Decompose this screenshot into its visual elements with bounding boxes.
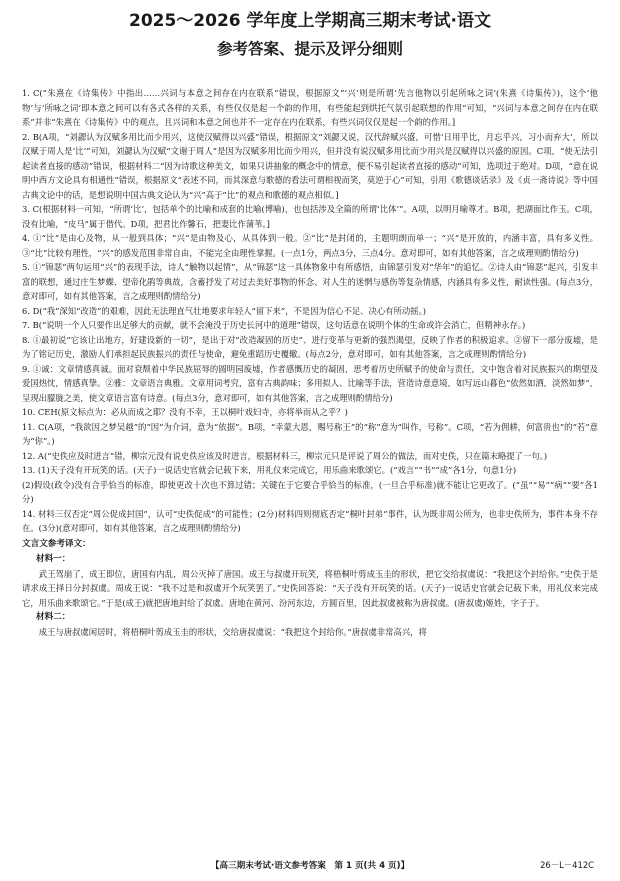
answer-4: 4. ①“比”是由心及物，从一般到具体；“兴”是由物及心，从具体到一般。②“比”是封闭的，主题明朗而单一；“兴”是开放的，内涵丰富，具有多义性。③“比”比较有理性，“兴”的感发范围非常自由，不能完全由理性掌握。(一点1分，两点3分，三点4分。意对即可，如有其他答案，言之成理则酌情给分) [22,233,598,258]
answer-9: 9. ①诚：文章情感真诚。面对衰颓着中华民族屈辱的圆明园废墟，作者感慨历史的凝固，思考着历史所赋予的使命与责任，文中饱含着对民族振兴的期望及爱国热忱，情感真挚。②雅：文章语言典雅。文章用词考究，富有古典韵味；多用拟人、比喻等手法，营造诗意意境，如写远山暮色“依然如洒，淡然如梦”，呈现出朦胧之美，使文章语言富有诗意。(每点3分，意对即可，如有其他答案，言之成理则酌情给分) [22,363,598,403]
answer-12: 12. A(“史佚应及时进言”错，柳宗元没有说史佚应该及时进言，根据材料三，柳宗元只是评说了周公的做法，而对史佚，只在篇末略提了一句。) [22,450,548,461]
footer-label: 【高三期末考试·语文参考答案 第 1 页(共 4 页)】 [210,861,410,871]
answer-14: 14. 材料三仅否定“周公促成封国”，认可“史佚促成”的可能性；(2分)材料四则彻底否定“桐叶封弟”事件，认为既非周公所为，也非史佚所为，事件本身不存在。(3分)(意对即可，如有其他答案，言之成理则酌情给分) [22,508,598,533]
answer-13-2: (2)假设(政令)没有合乎恰当的标准，即使更改十次也不算过错；关键在于它要合乎恰当的标准，(一旦合乎标准)就不能让它更改了。(“虽”“易”“病”“要”各1分) [22,479,598,504]
material-2-heading: 材料二： [36,612,71,622]
page-footer [0,859,620,873]
translation-heading: 文言文参考译文： [22,538,91,549]
material-2-translation: 成王与唐叔虞闲居时，将梧桐叶剪成玉圭的形状，交给唐叔虞说：“我把这个封给你。”唐叔虞非常高兴，将 [38,627,427,637]
answer-7: 7. B(“说明一个人只要作出足够大的贡献，就不会淹没于历史长河中的道理”错误，这句话意在说明个体的生命或许会消亡，但精神永存。) [22,320,526,330]
page-title: 2025～2026 学年度上学期高三期末考试·语文 [128,11,491,31]
material-1-heading: 材料一： [36,553,71,564]
answer-2: 2. B(A项，“刘勰认为汉赋多用比而少用兴，这使汉赋得以兴盛”错误，根据原文“刘勰又说，汉代辞赋兴盛，可惜‘日用乎比，月忘乎兴，习小而弃大’，所以汉赋于周人是‘比’”可知，刘勰认为汉赋“文谢于周人”是因为汉赋多用比而少用兴，但并没有说汉赋多用比而少用兴是汉赋得以兴盛的原因。C项，“使无法引起读者直接的感动”错误，根据材料二“因为诗歌这种美文，如果只讲抽象的概念中的情意，便不易引起读者直接的感动”可知，选项过于绝对。D项，“意在说明中西方文论具有相通性”错误，根据原文“表述不同，而其深意与歌德的看法可谓相视而笑，莫逆于心”可知，引用《歌德谈话录》及《贞一斋诗说》等中国古典文论中的话，是想说明中国古典文论认为“兴”高于“比”的观点和歌德的观点相似。] [22,131,598,200]
footer-code: 26－L－412C [540,860,594,870]
answer-3: 3. C(根据材料一可知，“所谓‘比’，包括单个的比喻和成套的比喻(博喻)，也包括涉及全篇的所谓‘比体’”。A项，以明月喻尊才。B项，把湖面比作玉。C项，没有比喻，“皮马”属于借代。D项，把君比作馨石，把妻比作蒲苇。] [22,204,598,229]
answer-8: 8. ①最初说“它该让出地方，好建设新的一切”，是出于对“改造凝固的历史”、进行变革与更新的强烈渴望，反映了作者的积极追求。②留下一部分废墟，是为了铭记历史，激励人们承担起民族振兴的责任与使命，避免重蹈历史覆辙。(每点2分，意对即可，如有其他答案，言之成理则酌情给分) [22,334,598,359]
answer-1: 1. C(“朱熹在《诗集传》中指出……兴词与本意之间存在内在联系”错误，根据原文“‘兴’则是所谓‘先言他物以引起所咏之词’(朱熹《诗集传》)，这个‘他物’与‘所咏之词’即本意之间可以有各式各样的关系，有些仅仅是起一个韵的作用，有些能起到烘托气氛引起联想的作用”可知，“兴词与本意之间存在内在联系”并非“朱熹在《诗集传》中的观点，且兴词和本意之间也并不一定存在内在联系，有些兴词仅仅是起一个韵的作用。] [22,88,598,127]
answers-body [22,86,598,640]
answer-10: 10. CEH(原文标点为：必从而成之耶？没有不幸，王以桐叶戏妇寺，亦将举而从之乎？) [22,407,348,417]
answer-11: 11. C(A项，“我欲因之梦吴越”的“因”为介词，意为“依据”。B项，“幸蒙大恩，赐号称王”的“称”意为“叫作，号称”。C项，“若为佣耕，何富贵也”的“若”意为“你”。) [22,421,598,446]
page-subtitle: 参考答案、提示及评分细则 [216,40,403,58]
answer-5: 5. ①“锦瑟”两句运用“兴”的表现手法，诗人“触物以起情”，从“锦瑟”这一具体物象中有所感悟，由锦瑟引发对“华年”的追忆。②诗人由“锦瑟”起兴，引发丰富的联想，通过庄生梦蝶、望帝化鹃等典故，含蓄抒发了对过去美好事物的怀念、对人生的迷惘与感伤等复杂情感，内涵具有多义性，耐读性强。(每点3分，意对即可，如有其他答案，言之成理则酌情给分) [22,262,598,301]
material-1-translation: 武王驾崩了，成王即位，唐国有内乱，周公灭掉了唐国。成王与叔虞开玩笑，将梧桐叶剪成玉圭的形状，把它交给叔虞说：“我把这个封给你。”史佚于是请求成王择日分封叔虞。周成王说：“我不过是和叔虞开个玩笑罢了。”史佚回答说：“天子没有开玩笑的话。(天子)一说话史官就会记载下来，用礼仪来完成它，用乐曲来歌颂它。”于是(成王)就把唐地封给了叔虞。唐地在黄河、汾河东边，方圆百里，因此叔虞被称为唐叔虞。(唐叔虞)姬姓，字子于。 [22,568,598,608]
answer-6: 6. D(“我”深知“改造”的艰难，因此无法理直气壮地要求年轻人“留下来”，不是因为信心不足、决心有所动摇。) [22,305,427,316]
answer-13-1: 13. (1)天子没有开玩笑的话。(天子)一说话史官就会记载下来，用礼仪来完成它，用乐曲来歌颂它。(“戏言”“书”“成”各1分，句意1分) [22,465,517,475]
